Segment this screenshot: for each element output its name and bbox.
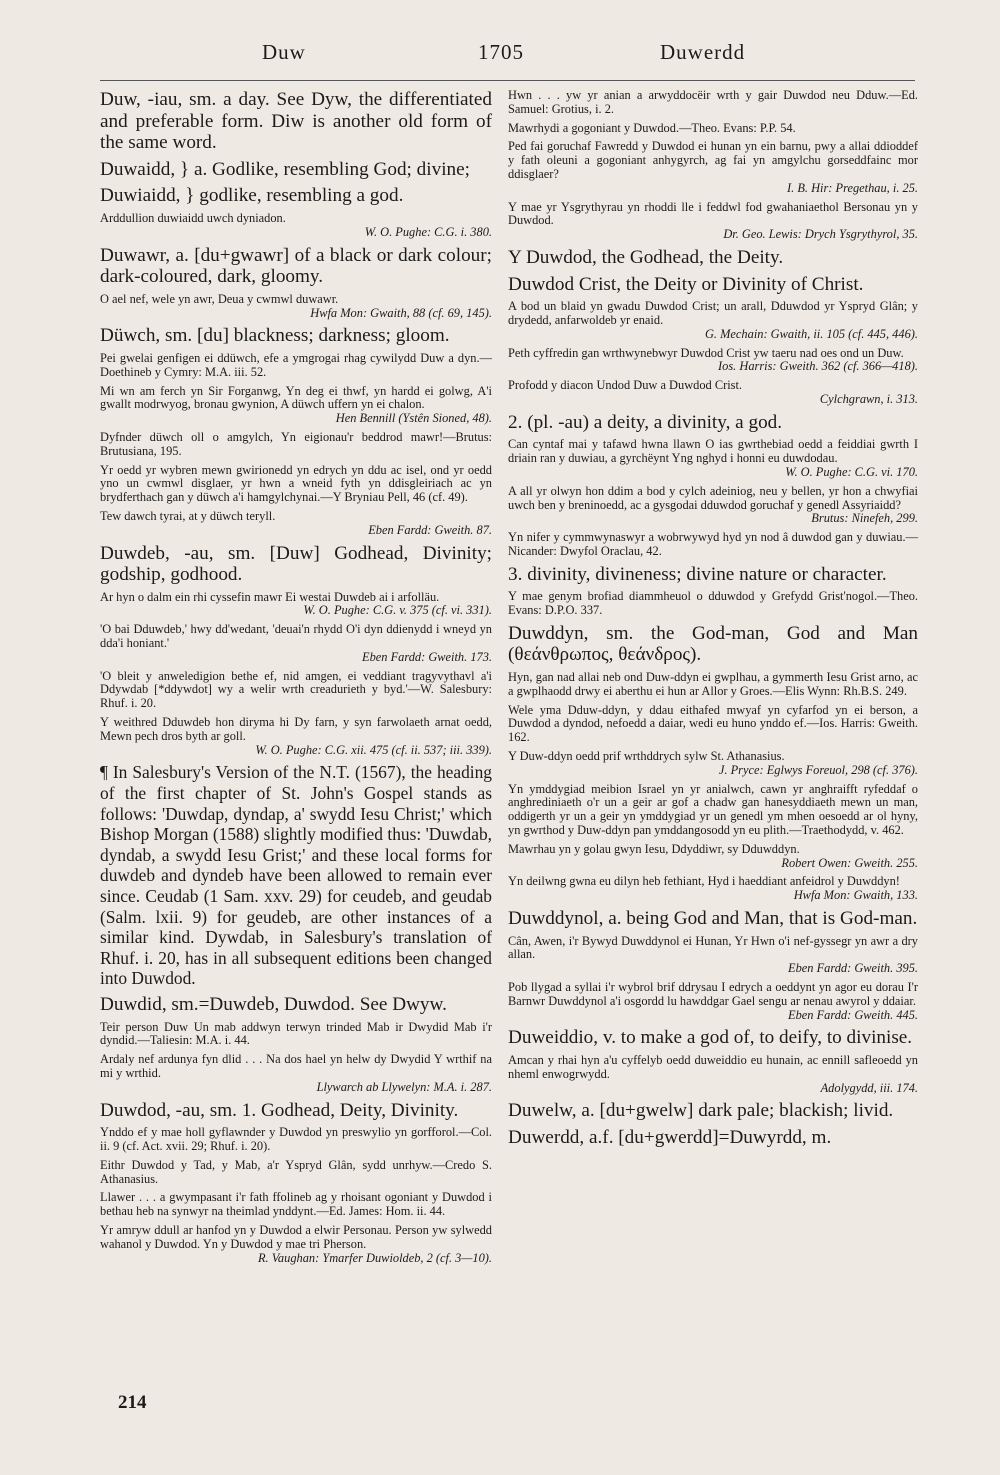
dictionary-entry: Duwdod Crist, the Deity or Divinity of Christ. — [508, 273, 864, 295]
citation-quote: Teir person Duw Un mab addwyn terwyn trinded Mab ir Dwydid Mab i'r dyndid.—Taliesin: M.A. i. 44. — [100, 1019, 492, 1048]
dictionary-entry: Duwdid, sm.=Duwdeb, Duwdod. See Dwyw. — [100, 993, 447, 1015]
page-number-header: 1705 — [478, 40, 524, 64]
citation-quote: Wele yma Dduw-ddyn, y ddau eithafed mwyaf yn cyfarfod yn ei berson, a Duwdod a dyndod, nefoedd a daiar, wedi eu huno ynddo ef.—Ios. Harris: Gweith. 162. — [508, 702, 918, 745]
citation-source: W. O. Pughe: C.G. xii. 475 (cf. ii. 537; iii. 339). — [255, 742, 492, 757]
dictionary-entry: Duwaidd, } a. Godlike, resembling God; divine; — [100, 158, 470, 180]
citation-source: Eben Fardd: Gweith. 173. — [362, 649, 492, 664]
dictionary-entry: Duwddynol, a. being God and Man, that is God-man. — [508, 908, 918, 930]
dictionary-entry: Duwawr, a. [du+gwawr] of a black or dark colour; dark-coloured, dark, gloomy. — [100, 244, 492, 288]
citation-quote: A all yr olwyn hon ddim a bod y cylch adeiniog, neu y bellen, yr hon a chwyfiai uwch ben y breninoedd, ac a gysgodai dduwdod goruchaf y genedl Assyriaidd? — [508, 483, 918, 512]
citation-source: G. Mechain: Gwaith, ii. 105 (cf. 445, 446). — [704, 326, 918, 341]
citation-source: Dr. Geo. Lewis: Drych Ysgrythyrol, 35. — [723, 227, 918, 242]
citation-quote: Yr amryw ddull ar hanfod yn y Duwdod a elwir Personau. Person yw sylwedd wahanol y Duwdod. Yn y Duwdod y mae tri Pherson. — [100, 1222, 492, 1251]
citation-quote: Pei gwelai genfigen ei ddüwch, efe a ymgrogai rhag cywilydd Duw a dyn.—Doethineb y Cymry: M.A. iii. 52. — [100, 350, 492, 379]
dictionary-entry: Duwelw, a. [du+gwelw] dark pale; blackish; livid. — [508, 1100, 894, 1122]
dictionary-entry: Duwerdd, a.f. [du+gwerdd]=Duwyrdd, m. — [508, 1126, 832, 1148]
citation-quote: Dyfnder düwch oll o amgylch, Yn eigionau'r beddrod mawr!—Brutus: Brutusiana, 195. — [100, 429, 492, 458]
citation-quote: Y weithred Dduwdeb hon diryma hi Dy farn, y syn farwolaeth arnat oedd, Mewn pech dros byth ar goll. — [100, 715, 492, 743]
citation-source: Brutus: Ninefeh, 299. — [811, 511, 918, 526]
running-head-right: Duwerdd — [660, 40, 746, 64]
citation-source: W. O. Pughe: C.G. vi. 170. — [785, 464, 918, 479]
citation-quote: Yn nifer y cymmwynaswyr a wobrwywyd hyd yn nod â duwdod gan y duwiau.—Nicander: Dwyfol Oraclau, 42. — [508, 530, 918, 558]
citation-source: W. O. Pughe: C.G. i. 380. — [364, 224, 492, 239]
citation-quote: Yr oedd yr wybren mewn gwirionedd yn edrych yn ddu ac isel, ond yr oedd yno un cwmwl disglaer, yr hwn a wneid fyth yn ddisgleiriach ac yn brydferthach gan y düwch a'i hamgylchynai.—Y Bryniau Pell, 46 (cf. 49). — [100, 462, 492, 505]
running-head-left: Duw — [262, 40, 306, 64]
citation-quote: 'O bleit y anweledigion bethe ef, nid amgen, ei veddiant tragyvythavl a'i Ddywdab [*ddywdot] wy a welir wrth creadurieth y byd.'—W. Salesbury: Rhuf. i. 20. — [100, 668, 492, 711]
citation-source: J. Pryce: Eglwys Foreuol, 298 (cf. 376). — [718, 762, 918, 777]
citation-quote: Amcan y rhai hyn a'u cyffelyb oedd duweiddio eu hunain, ac ennill safleoedd yn nheml enwogrwydd. — [508, 1053, 918, 1081]
citation-quote: Hyn, gan nad allai neb ond Duw-ddyn ei gwplhau, a gymmerth Iesu Grist arno, ac a gwplhaodd drwy ei aberthu ei hun ar Allor y Groes.—Elis Wynn: Rh.B.S. 249. — [508, 670, 918, 698]
citation-source: W. O. Pughe: C.G. v. 375 (cf. vi. 331). — [303, 603, 492, 618]
dictionary-entry: Duw, -iau, sm. a day. See Dyw, the differentiated and preferable form. Diw is another old form of the same word. — [100, 89, 492, 154]
citation-source: Eben Fardd: Gweith. 445. — [788, 1007, 918, 1022]
citation-quote: Profodd y diacon Undod Duw a Duwdod Crist. — [508, 378, 743, 393]
citation-source: Hwfa Mon: Gwaith, 88 (cf. 69, 145). — [310, 305, 492, 320]
right-column — [508, 84, 918, 1149]
citation-quote: Eithr Duwdod y Tad, y Mab, a'r Yspryd Glân, sydd unrhyw.—Credo S. Athanasius. — [100, 1157, 492, 1186]
header-rule — [100, 80, 915, 81]
citation-quote: Tew dawch tyrai, at y düwch teryll. — [100, 508, 276, 523]
citation-source: Llywarch ab Llywelyn: M.A. i. 287. — [316, 1079, 492, 1094]
signature-number: 214 — [118, 1392, 147, 1413]
dictionary-entry: Düwch, sm. [du] blackness; darkness; gloom. — [100, 325, 450, 347]
citation-source: I. B. Hir: Pregethau, i. 25. — [787, 180, 918, 195]
citation-quote: Y mae yr Ysgrythyrau yn rhoddi lle i feddwl fod gwahaniaethol Bersonau yn y Duwdod. — [508, 199, 918, 228]
dictionary-entry: Duwdod, -au, sm. 1. Godhead, Deity, Divinity. — [100, 1099, 459, 1121]
citation-quote: O ael nef, wele yn awr, Deua y cwmwl duwawr. — [100, 291, 339, 306]
citation-quote: Peth cyffredin gan wrthwynebwyr Duwdod Crist yw taeru nad oes ond un Duw. — [508, 345, 904, 360]
citation-quote: Mawrhau yn y golau gwyn Iesu, Ddyddiwr, sy Dduwddyn. — [508, 841, 800, 856]
citation-quote: Ardaly nef ardunya fyn dlid . . . Na dos hael yn helw dy Dwydid Y wrthif na mi y wrthid. — [100, 1052, 492, 1080]
dictionary-entry: Duwiaidd, } godlike, resembling a god. — [100, 185, 404, 207]
citation-quote: Arddullion duwiaidd uwch dyniadon. — [100, 210, 286, 225]
citation-quote: Ped fai goruchaf Fawredd y Duwdod ei hunan yn ein barnu, pwy a allai ddioddef y fath oleuni a gogoniant anhygyrch, ag fai yn amgylchu gorseddfainc mor ddisglaer? — [508, 139, 918, 181]
dictionary-entry: 2. (pl. -au) a deity, a divinity, a god. — [508, 411, 783, 433]
citation-quote: Mi wn am ferch yn Sir Forganwg, Yn deg ei thwf, yn hardd ei golwg, A'i gwallt modrwyog, bronau gwynion, A düwch uffern yn ei chalon. — [100, 383, 492, 412]
citation-source: Hen Bennill (Ystên Sioned, 48). — [335, 411, 492, 426]
left-column — [100, 84, 492, 1265]
citation-quote: 'O bai Dduwdeb,' hwy dd'wedant, 'deuai'n rhydd O'i dyn ddienydd i wneyd yn dda'i honiant.' — [100, 622, 492, 651]
dictionary-entry: Duweiddio, v. to make a god of, to deify, to divinise. — [508, 1027, 913, 1049]
citation-source: R. Vaughan: Ymarfer Duwioldeb, 2 (cf. 3—10). — [257, 1250, 492, 1265]
dictionary-entry: Duwddyn, sm. the God-man, God and Man (θεάνθρωπος, θεάνδρος). — [508, 622, 918, 666]
citation-quote: Pob llygad a syllai i'r wybrol brif ddrysau I edrych a oeddynt yn agor eu dorau I'r Barnwr Duwddynol a'i osgordd lu hawddgar Gael sengu ar nenau awyrol y ddaiar. — [508, 980, 918, 1008]
dictionary-entry: Duwdeb, -au, sm. [Duw] Godhead, Divinity; godship, godhood. — [100, 542, 492, 586]
citation-source: Robert Owen: Gweith. 255. — [781, 855, 918, 870]
citation-source: Hwfa Mon: Gwaith, 133. — [793, 888, 918, 903]
citation-source: Adolygydd, iii. 174. — [820, 1080, 918, 1095]
dictionary-entry: Y Duwdod, the Godhead, the Deity. — [508, 246, 784, 268]
dictionary-entry: 3. divinity, divineness; divine nature or character. — [508, 563, 887, 585]
citation-quote: Llawer . . . a gwympasant i'r fath ffolineb ag y rhoisant ogoniant y Duwdod i bethau heb na synwyr na theimlad ynddynt.—Ed. James: Hom. ii. 44. — [100, 1190, 492, 1219]
citation-source: Eben Fardd: Gweith. 87. — [368, 522, 492, 537]
citation-quote: Y mae genym brofiad diammheuol o dduwdod y Grefydd Grist'nogol.—Theo. Evans: D.P.O. 337. — [508, 589, 918, 618]
usage-note: ¶ In Salesbury's Version of the N.T. (1567), the heading of the first chapter of St. John's Gospel stands as follows: 'Duwdap, dyndap, a' swydd Iesu Christ;' which Bishop Morgan (1588) slightly modified thus: 'Duwdab, dyndab, a swydd Iesu Grist;' and these local forms for duwdeb and dyndeb have been allowed to remain ever since. Ceudab (1 Sam. xxv. 29) for ceudeb, and geudab (Salm. lxii. 9) for geudeb, are other instances of a similar kind. Dywdab, in Salesbury's translation of Rhuf. i. 20, has in all subsequent editions been changed into Duwdod. — [100, 762, 492, 989]
citation-source: Eben Fardd: Gweith. 395. — [788, 961, 918, 976]
citation-quote: Yn ymddygiad meibion Israel yn yr anialwch, cawn yr anghraifft ryfeddaf o anghrediniaeth o'r un a geir ar gof a chadw gan hanesyddiaeth mewn un man, oddigerth yr un a geir yn ymddygiad yr un genedl ym mhen oesoedd ar ol hyny, yn gwrthod y Duw-ddyn pan ymddangosodd yn eu plith.—Traethodydd, v. 462. — [508, 781, 918, 838]
citation-source: Cylchgrawn, i. 313. — [819, 391, 918, 406]
citation-quote: Yn deilwng gwna eu dilyn heb fethiant, Hyd i haeddiant anfeidrol y Duwddyn! — [508, 874, 900, 889]
citation-quote: Ar hyn o dalm ein rhi cyssefin mawr Ei westai Duwdeb ai i arfolläu. — [100, 589, 440, 604]
citation-quote: Hwn . . . yw yr anian a arwyddocëir wrth y gair Duwdod neu Dduw.—Ed. Samuel: Grotius, i. 2. — [508, 88, 918, 116]
citation-quote: Ynddo ef y mae holl gyflawnder y Duwdod yn preswylio yn gorfforol.—Col. ii. 9 (cf. Act. xvii. 29; Rhuf. i. 20). — [100, 1125, 492, 1153]
citation-quote: Cân, Awen, i'r Bywyd Duwddynol ei Hunan, Yr Hwn o'i nef-gyssegr yn awr a dry allan. — [508, 933, 918, 962]
citation-quote: Y Duw-ddyn oedd prif wrthddrych sylw St. Athanasius. — [508, 749, 785, 764]
citation-quote: Can cyntaf mai y tafawd hwna llawn O ias gwrthebiad oedd a feiddiai gwrth I driain ran y duwiau, a gyrchëynt Yng nghyd i honni eu duwdodau. — [508, 437, 918, 466]
citation-source: Ios. Harris: Gweith. 362 (cf. 366—418). — [718, 359, 918, 374]
citation-quote: Mawrhydi a gogoniant y Duwdod.—Theo. Evans: P.P. 54. — [508, 120, 796, 135]
citation-quote: A bod un blaid yn gwadu Duwdod Crist; un arall, Dduwdod yr Yspryd Glân; y drydedd, anfarwoldeb yr enaid. — [508, 299, 918, 327]
